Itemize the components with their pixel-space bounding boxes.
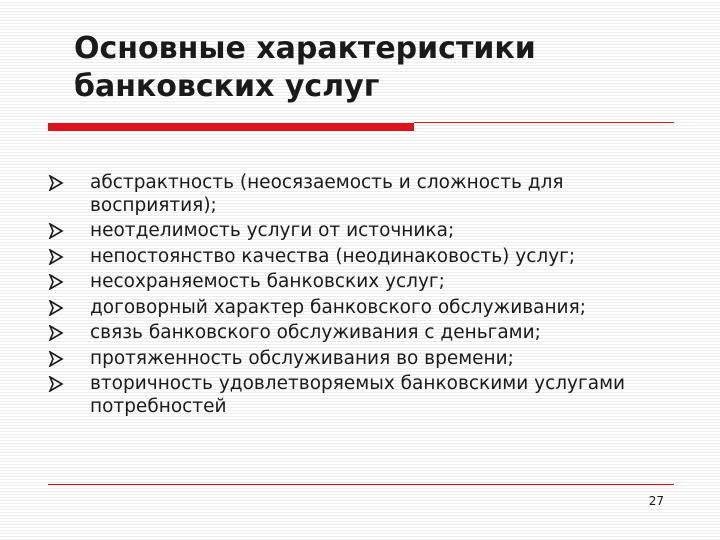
- arrow-bullet-icon: [48, 351, 64, 367]
- list-item: [48, 246, 688, 269]
- list-item-text: связь банковского обслуживания с деньгами;: [90, 322, 541, 343]
- slide-title-line: Основные характеристики: [74, 31, 536, 66]
- arrow-bullet-icon: [48, 325, 64, 341]
- list-item-text: неотделимость услуги от источника;: [90, 220, 455, 241]
- bullet-list: [48, 172, 688, 421]
- arrow-bullet-icon: [48, 274, 64, 290]
- title-divider-line: [414, 122, 674, 123]
- list-item-text: протяженность обслуживания во времени;: [90, 347, 514, 369]
- arrow-bullet-icon: [48, 175, 64, 191]
- slide-title: [74, 30, 674, 106]
- list-item: [48, 322, 688, 345]
- list-item: [48, 271, 688, 294]
- slide-title-line: банковских услуг: [74, 69, 380, 104]
- arrow-bullet-icon: [48, 376, 64, 392]
- list-item-text: вторичность удовлетворяемых банковскими услугами потребностей: [90, 373, 626, 417]
- list-item: [48, 348, 688, 371]
- arrow-bullet-icon: [48, 249, 64, 265]
- list-item: [48, 220, 688, 243]
- arrow-bullet-icon: [48, 300, 64, 316]
- title-accent-bar: [48, 123, 414, 131]
- list-item: [48, 373, 688, 418]
- list-item-text: договорный характер банковского обслуживания;: [90, 296, 586, 318]
- list-item-text: абстрактность (неосязаемость и сложность для восприятия);: [90, 172, 564, 216]
- page-number: 27: [648, 494, 664, 508]
- list-item-text: несохраняемость банковских услуг;: [90, 271, 445, 292]
- arrow-bullet-icon: [48, 223, 64, 239]
- footer-divider-line: [48, 484, 674, 485]
- list-item: [48, 172, 688, 217]
- list-item-text: непостоянство качества (неодинаковость) услуг;: [90, 245, 576, 267]
- list-item: [48, 297, 688, 320]
